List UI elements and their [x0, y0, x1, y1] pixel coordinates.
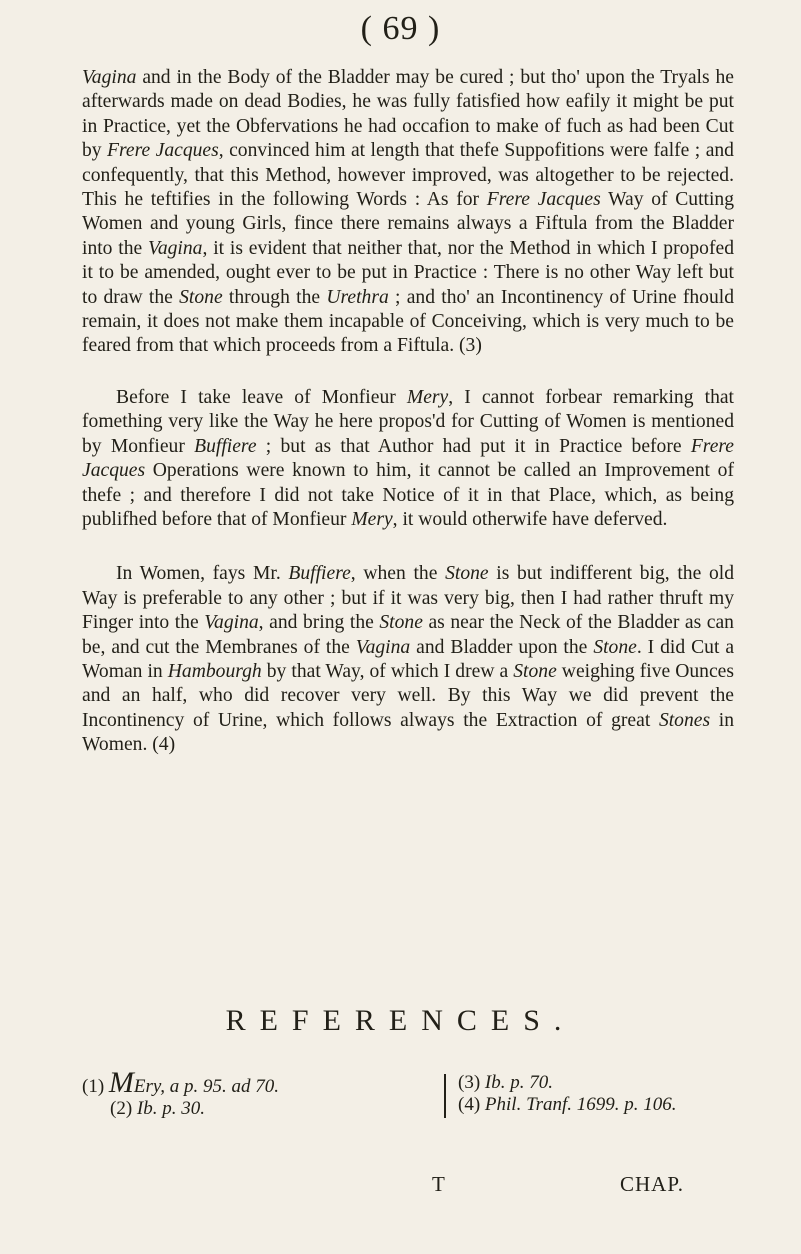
- paragraph: [82, 66, 734, 359]
- paragraph: [82, 562, 734, 757]
- italic-run: Vagina: [82, 67, 137, 88]
- text-run: as near the Neck of the Bladder as can be, and cut the Membranes of the: [82, 612, 734, 658]
- text-run: Way of Cutting Women and young Girls, fince there remains always a Fiftula from the Bladder into the: [82, 189, 735, 259]
- page-number: ( 69 ): [360, 10, 441, 47]
- italic-run: Hambourgh: [167, 660, 262, 682]
- reference-number: (2): [110, 1098, 133, 1119]
- reference-item: [458, 1094, 758, 1116]
- italic-run: Frere Jacques: [107, 140, 219, 162]
- references-divider: [444, 1074, 446, 1118]
- italic-run: Vagina: [355, 636, 411, 658]
- text-run: in Women. (4): [82, 709, 735, 756]
- text-run: ; but as that Author had put it in Practice before: [256, 435, 691, 457]
- italic-run: Buffiere: [288, 563, 351, 585]
- body-text: [82, 66, 734, 758]
- reference-item: [82, 1098, 382, 1120]
- text-run: and Bladder upon the: [410, 636, 594, 658]
- reference-drop-cap: M: [108, 1066, 134, 1099]
- text-run: . I did Cut a Woman in: [82, 636, 735, 682]
- italic-run: Frere Jacques: [82, 435, 734, 482]
- signature-mark: T: [432, 1172, 445, 1196]
- italic-run: Stone: [379, 612, 423, 634]
- italic-run: Stone: [179, 286, 223, 308]
- reference-text: Ib. p. 70.: [484, 1072, 553, 1093]
- italic-run: Stones: [658, 709, 711, 731]
- text-run: , when the: [350, 563, 446, 585]
- text-run: ; and tho' an Incontinency of Urine fhould remain, it does not make them incapable of Conceiving, which is very much to be feared from that which proceeds from a Fiftula. (3): [82, 286, 734, 357]
- italic-run: Vagina: [204, 612, 259, 634]
- text-run: and in the Body of the Bladder may be cured ; but tho' upon the Tryals he afterwards made on dead Bodies, he was fully fatisfied how eafily it might be put in Practice, yet the Obfervations he had occafion to make of fuch as had been Cut by: [82, 67, 734, 162]
- reference-text: Ery, a p. 95. ad 70.: [133, 1076, 280, 1097]
- text-run: , it would otherwife have deferved.: [392, 508, 668, 530]
- text-run: Operations were known to him, it cannot be called an Improvement of thefe ; and therefore I did not take Notice of it in that Place, which, as being publifhed before that of Monfieur: [82, 460, 734, 530]
- text-run: In Women, fays Mr.: [116, 563, 289, 585]
- references-heading: REFERENCES.: [225, 1004, 576, 1037]
- references-column-left: [82, 1066, 382, 1120]
- text-run: is but indifferent big, the old Way is preferable to any other ; but if it was very big, then I had rather thruft my Finger into the: [82, 563, 734, 634]
- reference-text: Ib. p. 30.: [136, 1098, 205, 1119]
- italic-run: Stone: [513, 660, 557, 682]
- reference-number: (4): [458, 1094, 481, 1115]
- italic-run: Vagina: [148, 237, 203, 259]
- reference-text: Phil. Tranf. 1699. p. 106.: [484, 1094, 677, 1115]
- italic-run: Buffiere: [194, 435, 257, 457]
- reference-number: (1): [82, 1076, 105, 1097]
- text-run: , and bring the: [258, 612, 380, 634]
- reference-item: [82, 1066, 382, 1099]
- references-column-right: [458, 1072, 758, 1116]
- italic-run: Urethra: [326, 286, 389, 308]
- text-run: by that Way, of which I drew a: [261, 660, 514, 682]
- text-run: Before I take leave of Monfieur: [116, 386, 407, 408]
- italic-run: Frere Jacques: [486, 189, 601, 211]
- italic-run: Mery: [406, 386, 449, 408]
- italic-run: Mery: [351, 508, 393, 530]
- reference-number: (3): [458, 1072, 481, 1093]
- text-run: through the: [222, 286, 327, 308]
- italic-run: Stone: [445, 563, 489, 585]
- paragraph: [82, 386, 734, 532]
- italic-run: Stone: [593, 636, 637, 658]
- catchword: CHAP.: [620, 1172, 684, 1196]
- text-run: , I cannot forbear remarking that fomething very like the Way he here propos'd for Cutting of Women is mentioned by Monfieur: [82, 386, 735, 457]
- text-run: , it is evident that neither that, nor the Method in which I propofed it to be amended, ought ever to be put in Practice : There is no other Way left but to draw the: [82, 237, 735, 308]
- reference-item: [458, 1072, 758, 1094]
- text-run: , convinced him at length that thefe Suppofitions were falfe ; and confequently, that this Method, however improved, was altogether to be rejected. This he teftifies in the following Words : As for: [82, 140, 734, 211]
- text-run: weighing five Ounces and an half, who did recover very well. By this Way we did prevent the Incontinency of Urine, which follows always the Extraction of great: [82, 660, 734, 731]
